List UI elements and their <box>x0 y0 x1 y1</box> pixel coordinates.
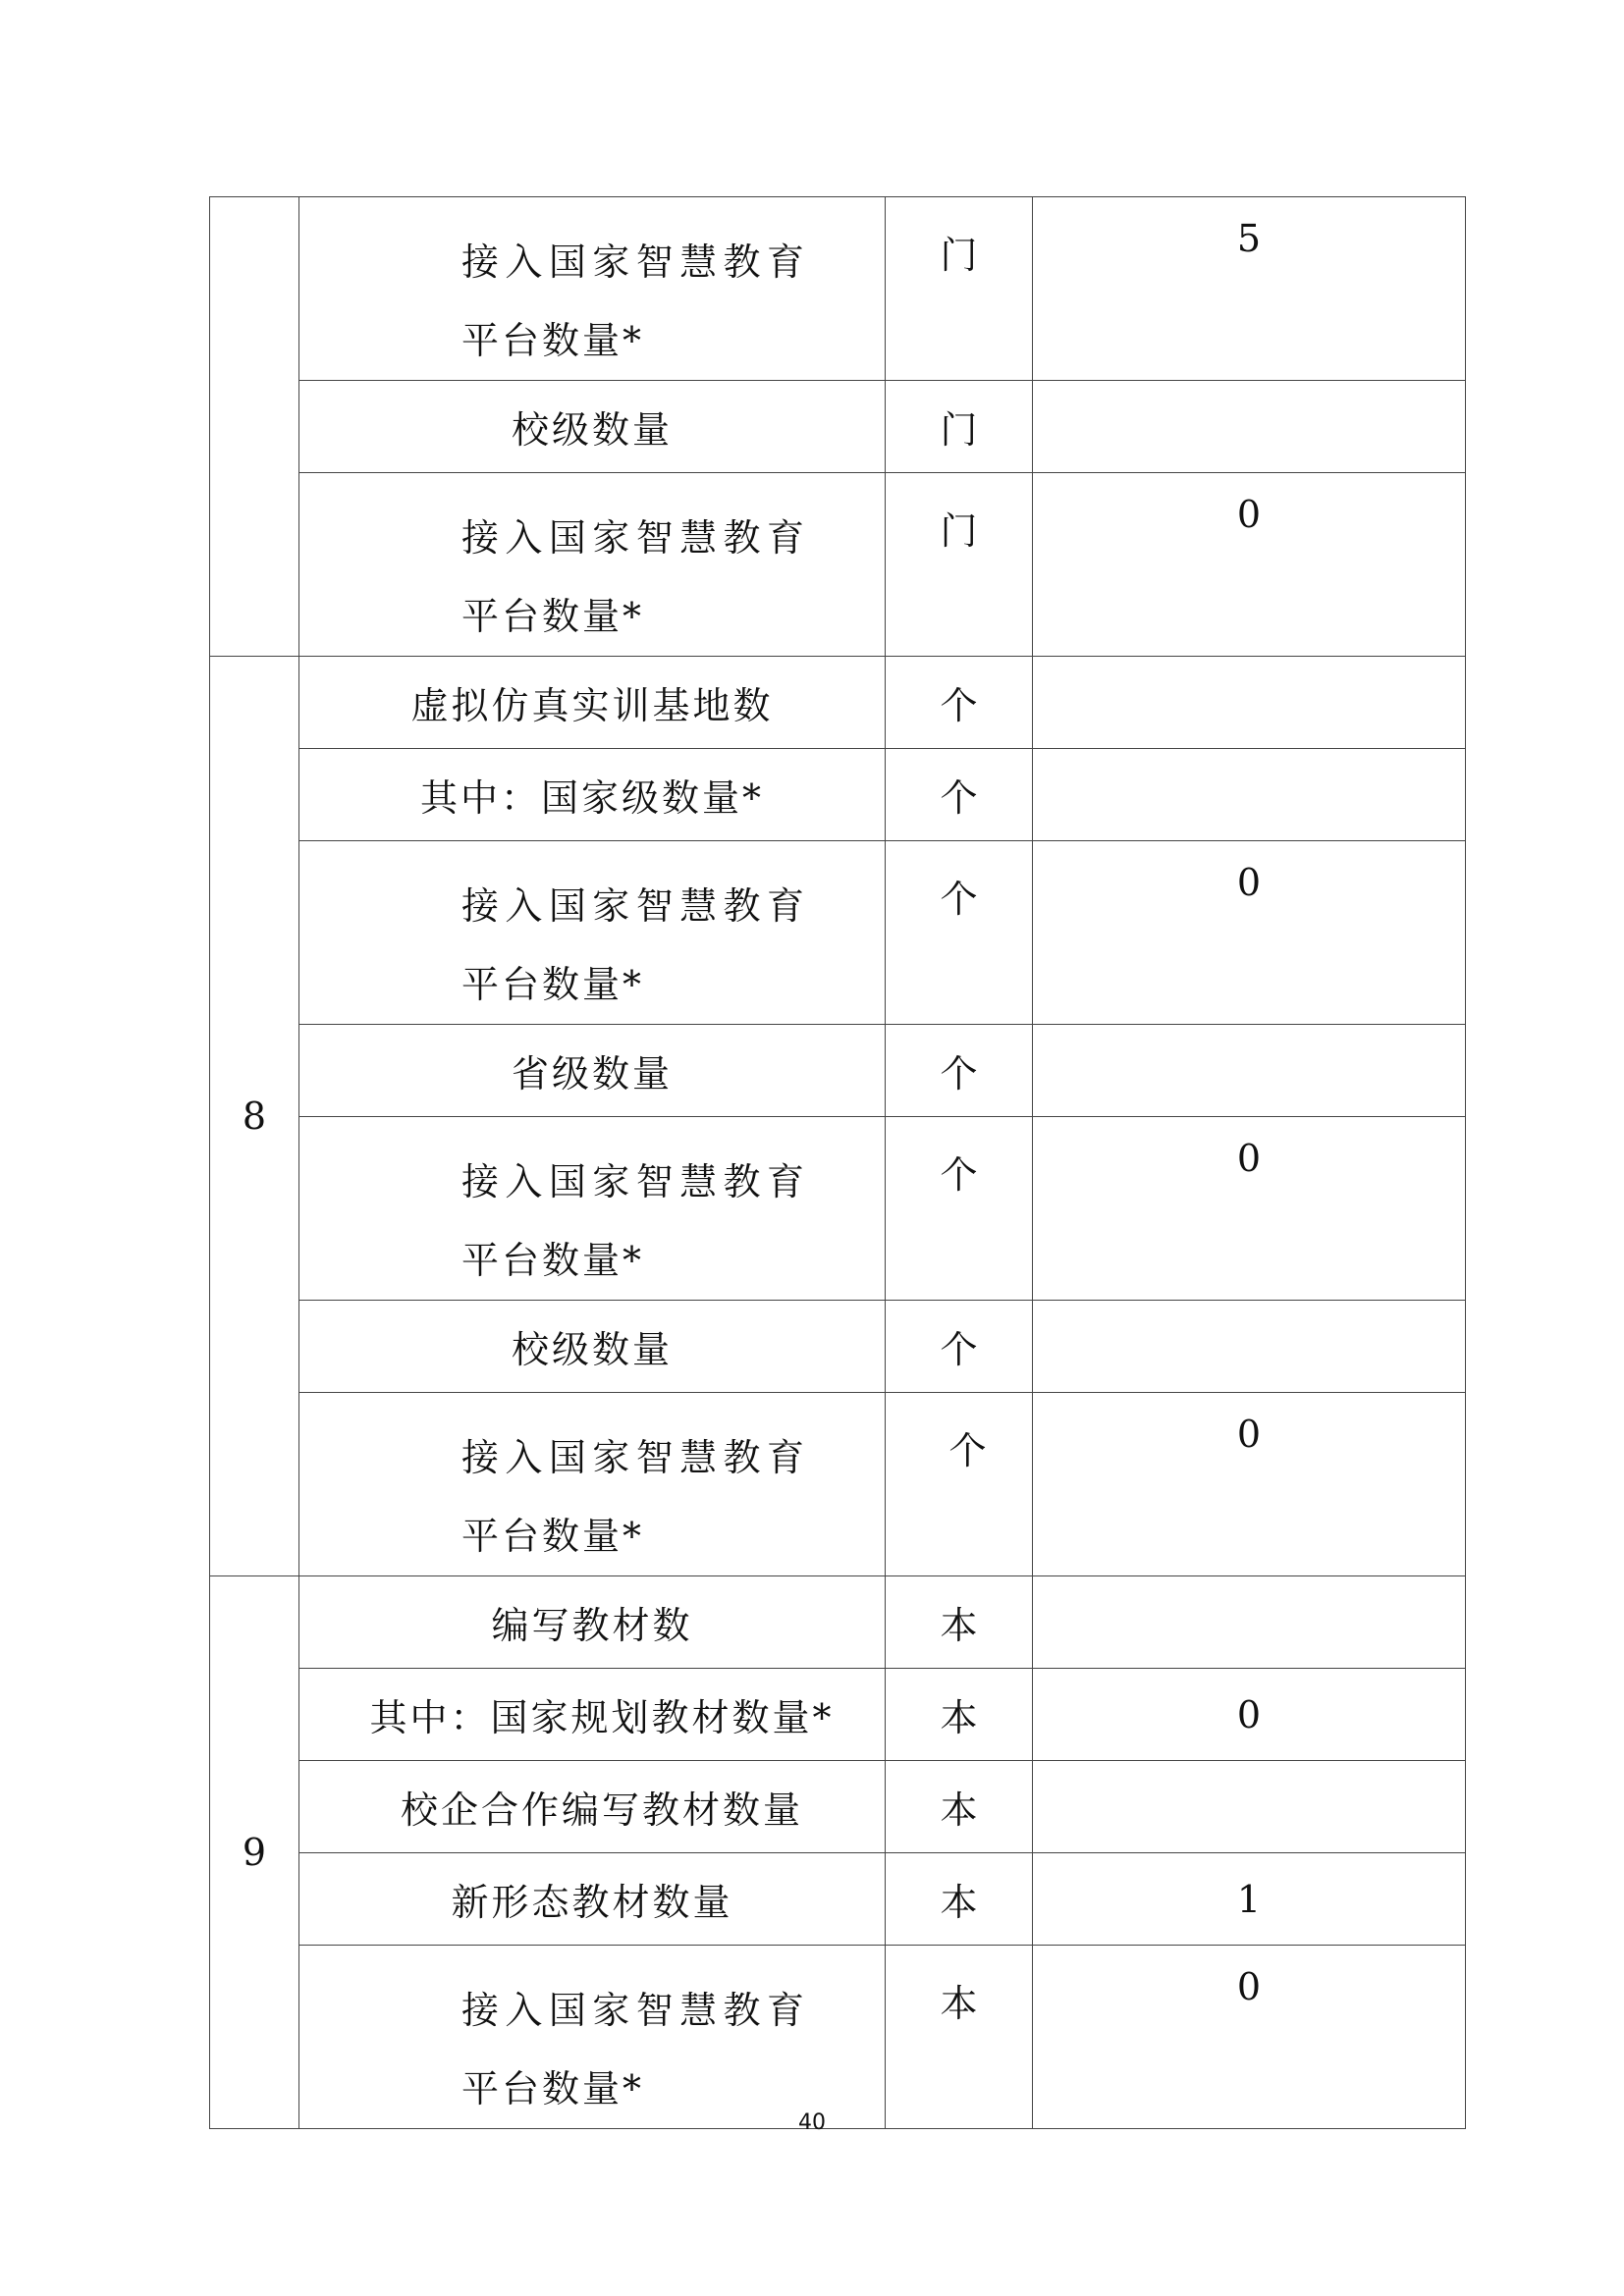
value-text: 0 <box>1236 493 1262 536</box>
item-label: 接入国家智慧教育平台数量* <box>461 1989 807 2110</box>
group-number-cell <box>210 657 299 1576</box>
table-row <box>210 841 1466 1025</box>
unit-label: 个 <box>940 684 978 727</box>
item-cell <box>299 1946 886 2129</box>
value-cell <box>1033 1117 1466 1301</box>
item-label: 省级数量 <box>511 1052 673 1095</box>
unit-label: 本 <box>940 1604 978 1647</box>
unit-cell <box>886 381 1033 473</box>
unit-label: 个 <box>948 1429 987 1472</box>
table-row <box>210 1576 1466 1669</box>
unit-cell <box>886 841 1033 1025</box>
group-number-cell <box>210 197 299 657</box>
value-cell <box>1033 749 1466 841</box>
unit-cell <box>886 1301 1033 1393</box>
item-cell <box>299 381 886 473</box>
table-row <box>210 1946 1466 2129</box>
table-row <box>210 381 1466 473</box>
unit-label: 个 <box>940 1153 978 1197</box>
item-label: 编写教材数 <box>491 1604 693 1647</box>
item-cell <box>299 841 886 1025</box>
item-label: 虚拟仿真实训基地数 <box>410 684 774 727</box>
group-number: 9 <box>242 1831 267 1874</box>
item-label: 校级数量 <box>511 1328 673 1371</box>
value-cell <box>1033 1946 1466 2129</box>
unit-cell <box>886 1669 1033 1761</box>
item-label: 校企合作编写教材数量 <box>400 1789 803 1832</box>
table-row <box>210 657 1466 749</box>
table-row <box>210 1669 1466 1761</box>
value-cell <box>1033 841 1466 1025</box>
unit-label: 门 <box>940 509 978 553</box>
item-cell <box>299 1025 886 1117</box>
value-text: 1 <box>1236 1877 1262 1921</box>
table-row <box>210 1853 1466 1946</box>
unit-label: 门 <box>940 408 978 452</box>
item-label: 接入国家智慧教育平台数量* <box>461 240 807 362</box>
unit-cell <box>886 657 1033 749</box>
unit-label: 本 <box>940 1982 978 2025</box>
item-label: 接入国家智慧教育平台数量* <box>461 884 807 1006</box>
item-cell <box>299 1301 886 1393</box>
unit-label: 本 <box>940 1881 978 1924</box>
value-cell <box>1033 1669 1466 1761</box>
table-row <box>210 1301 1466 1393</box>
item-label: 接入国家智慧教育平台数量* <box>461 1160 807 1282</box>
item-cell <box>299 1853 886 1946</box>
unit-label: 门 <box>940 234 978 277</box>
table-row <box>210 1761 1466 1853</box>
item-label: 接入国家智慧教育平台数量* <box>461 516 807 638</box>
table-row <box>210 1393 1466 1576</box>
item-cell <box>299 749 886 841</box>
value-text: 5 <box>1236 217 1262 260</box>
unit-cell <box>886 1117 1033 1301</box>
item-cell <box>299 1117 886 1301</box>
unit-cell <box>886 1576 1033 1669</box>
value-cell <box>1033 1025 1466 1117</box>
value-text: 0 <box>1236 1413 1262 1456</box>
page-number: 40 <box>798 2110 826 2135</box>
value-text: 0 <box>1236 1965 1262 2008</box>
unit-cell <box>886 473 1033 657</box>
unit-label: 个 <box>940 1052 978 1095</box>
unit-cell <box>886 1946 1033 2129</box>
item-label: 其中：国家规划教材数量* <box>369 1696 835 1739</box>
table-row <box>210 1025 1466 1117</box>
value-cell <box>1033 1853 1466 1946</box>
value-cell <box>1033 1301 1466 1393</box>
value-text: 0 <box>1236 1692 1262 1736</box>
item-label: 其中：国家级数量* <box>419 776 764 820</box>
table-row <box>210 197 1466 381</box>
unit-cell <box>886 1853 1033 1946</box>
item-cell <box>299 1576 886 1669</box>
unit-cell <box>886 1761 1033 1853</box>
unit-label: 个 <box>940 776 978 820</box>
indicator-table <box>209 196 1466 2129</box>
value-cell <box>1033 657 1466 749</box>
unit-cell <box>886 749 1033 841</box>
value-cell <box>1033 197 1466 381</box>
table-row <box>210 473 1466 657</box>
item-cell <box>299 197 886 381</box>
value-cell <box>1033 1576 1466 1669</box>
unit-cell <box>886 1025 1033 1117</box>
value-text: 0 <box>1236 1137 1262 1180</box>
unit-label: 个 <box>940 878 978 921</box>
group-number-cell <box>210 1576 299 2129</box>
item-cell <box>299 473 886 657</box>
value-cell <box>1033 381 1466 473</box>
item-label: 新形态教材数量 <box>451 1881 733 1924</box>
item-cell <box>299 1761 886 1853</box>
item-cell <box>299 1393 886 1576</box>
item-label: 校级数量 <box>511 408 673 452</box>
item-label: 接入国家智慧教育平台数量* <box>461 1436 807 1558</box>
group-number: 8 <box>242 1095 267 1138</box>
value-text: 0 <box>1236 861 1262 904</box>
table-row <box>210 1117 1466 1301</box>
unit-cell <box>886 197 1033 381</box>
value-cell <box>1033 1761 1466 1853</box>
unit-label: 本 <box>940 1696 978 1739</box>
unit-label: 本 <box>940 1789 978 1832</box>
item-cell <box>299 657 886 749</box>
unit-cell <box>886 1393 1033 1576</box>
value-cell <box>1033 473 1466 657</box>
item-cell <box>299 1669 886 1761</box>
value-cell <box>1033 1393 1466 1576</box>
unit-label: 个 <box>940 1328 978 1371</box>
table-row <box>210 749 1466 841</box>
